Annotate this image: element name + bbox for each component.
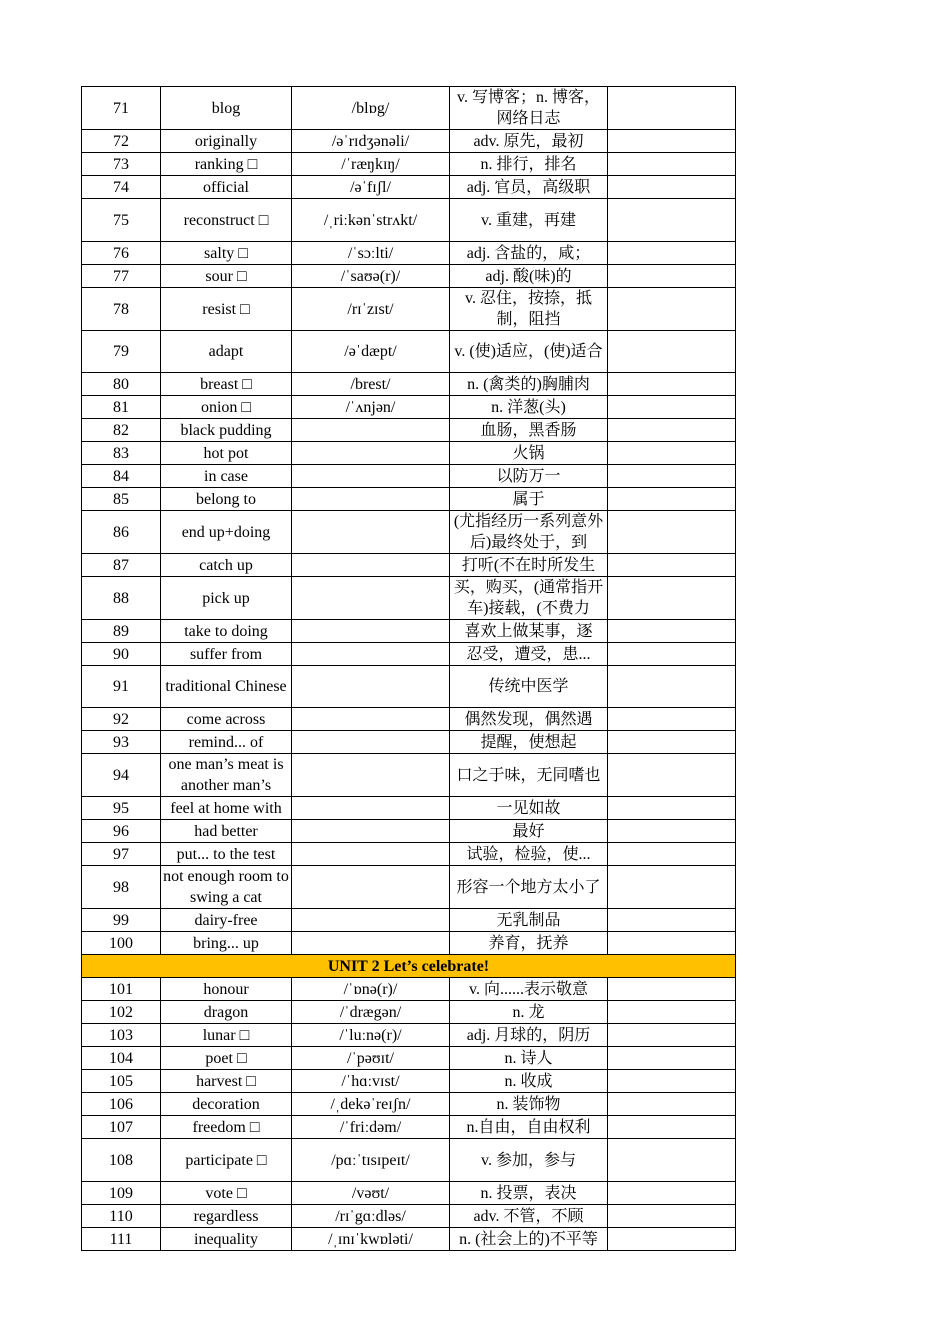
entry-notes <box>608 1047 736 1070</box>
entry-notes <box>608 153 736 176</box>
entry-phonetic <box>292 932 450 955</box>
vocab-row <box>82 1001 736 1024</box>
vocab-row <box>82 1093 736 1116</box>
entry-number: 73 <box>82 153 161 176</box>
entry-word: in case <box>161 465 292 488</box>
entry-meaning: v. 忍住，按捺，抵制，阻挡 <box>450 288 608 331</box>
entry-phonetic: /ˈʌnjən/ <box>292 396 450 419</box>
entry-phonetic <box>292 820 450 843</box>
entry-number: 83 <box>82 442 161 465</box>
entry-number: 85 <box>82 488 161 511</box>
entry-notes <box>608 620 736 643</box>
entry-word: one man’s meat is another man’s <box>161 754 292 797</box>
vocab-row <box>82 909 736 932</box>
entry-word: adapt <box>161 331 292 373</box>
entry-phonetic: /ˈhɑːvɪst/ <box>292 1070 450 1093</box>
entry-meaning: v. 向......表示敬意 <box>450 978 608 1001</box>
entry-phonetic: /rɪˈzɪst/ <box>292 288 450 331</box>
entry-word: onion □ <box>161 396 292 419</box>
entry-word: put... to the test <box>161 843 292 866</box>
vocab-row <box>82 488 736 511</box>
entry-word: bring... up <box>161 932 292 955</box>
entry-meaning: n. 龙 <box>450 1001 608 1024</box>
entry-meaning: 火锅 <box>450 442 608 465</box>
vocab-row <box>82 265 736 288</box>
entry-number: 92 <box>82 708 161 731</box>
entry-notes <box>608 396 736 419</box>
entry-word: dairy-free <box>161 909 292 932</box>
entry-meaning: 属于 <box>450 488 608 511</box>
entry-number: 101 <box>82 978 161 1001</box>
entry-word: official <box>161 176 292 199</box>
entry-meaning: 最好 <box>450 820 608 843</box>
entry-number: 108 <box>82 1139 161 1182</box>
entry-meaning: 以防万一 <box>450 465 608 488</box>
entry-notes <box>608 577 736 620</box>
entry-phonetic: /ˈræŋkɪŋ/ <box>292 153 450 176</box>
entry-phonetic <box>292 488 450 511</box>
vocab-row <box>82 419 736 442</box>
entry-meaning: 试验，检验，使... <box>450 843 608 866</box>
vocab-row <box>82 797 736 820</box>
entry-phonetic: /ˈsɔːlti/ <box>292 242 450 265</box>
vocab-row <box>82 511 736 554</box>
entry-number: 102 <box>82 1001 161 1024</box>
entry-notes <box>608 288 736 331</box>
entry-notes <box>608 708 736 731</box>
entry-notes <box>608 373 736 396</box>
entry-number: 95 <box>82 797 161 820</box>
entry-number: 96 <box>82 820 161 843</box>
entry-number: 91 <box>82 666 161 708</box>
entry-word: come across <box>161 708 292 731</box>
entry-notes <box>608 932 736 955</box>
entry-phonetic <box>292 731 450 754</box>
entry-meaning: n. 投票，表决 <box>450 1182 608 1205</box>
entry-word: decoration <box>161 1093 292 1116</box>
vocab-row <box>82 130 736 153</box>
entry-phonetic <box>292 843 450 866</box>
entry-word: hot pot <box>161 442 292 465</box>
entry-notes <box>608 176 736 199</box>
entry-notes <box>608 797 736 820</box>
entry-meaning: 提醒，使想起 <box>450 731 608 754</box>
entry-notes <box>608 666 736 708</box>
vocab-row <box>82 153 736 176</box>
vocabulary-table <box>81 86 736 1251</box>
entry-phonetic <box>292 666 450 708</box>
entry-word: sour □ <box>161 265 292 288</box>
entry-phonetic <box>292 909 450 932</box>
entry-notes <box>608 199 736 242</box>
entry-number: 110 <box>82 1205 161 1228</box>
vocab-row <box>82 843 736 866</box>
vocab-row <box>82 666 736 708</box>
entry-notes <box>608 820 736 843</box>
entry-word: catch up <box>161 554 292 577</box>
entry-phonetic: /ˈdrægən/ <box>292 1001 450 1024</box>
entry-number: 88 <box>82 577 161 620</box>
entry-notes <box>608 465 736 488</box>
vocab-row <box>82 754 736 797</box>
entry-number: 104 <box>82 1047 161 1070</box>
entry-word: not enough room to swing a cat <box>161 866 292 909</box>
vocab-row <box>82 1228 736 1251</box>
entry-notes <box>608 754 736 797</box>
entry-number: 87 <box>82 554 161 577</box>
entry-meaning: 传统中医学 <box>450 666 608 708</box>
vocab-row <box>82 866 736 909</box>
entry-phonetic: /ˈfriːdəm/ <box>292 1116 450 1139</box>
entry-phonetic: /ˈluːnə(r)/ <box>292 1024 450 1047</box>
entry-meaning: v. 重建，再建 <box>450 199 608 242</box>
entry-word: had better <box>161 820 292 843</box>
entry-meaning: adj. 含盐的，咸； <box>450 242 608 265</box>
entry-number: 93 <box>82 731 161 754</box>
entry-number: 80 <box>82 373 161 396</box>
entry-notes <box>608 643 736 666</box>
entry-word: ranking □ <box>161 153 292 176</box>
vocab-row <box>82 1205 736 1228</box>
entry-notes <box>608 978 736 1001</box>
entry-meaning: n. 收成 <box>450 1070 608 1093</box>
entry-number: 98 <box>82 866 161 909</box>
unit-heading: UNIT 2 Let’s celebrate! <box>82 955 736 978</box>
entry-meaning: n. (禽类的)胸脯肉 <box>450 373 608 396</box>
entry-meaning: v. 参加，参与 <box>450 1139 608 1182</box>
entry-phonetic: /ˌɪnɪˈkwɒləti/ <box>292 1228 450 1251</box>
entry-word: end up+doing <box>161 511 292 554</box>
entry-meaning: 买，购买，(通常指开车)接载，(不费力 <box>450 577 608 620</box>
entry-number: 75 <box>82 199 161 242</box>
entry-word: dragon <box>161 1001 292 1024</box>
vocab-row <box>82 643 736 666</box>
entry-meaning: n. 洋葱(头) <box>450 396 608 419</box>
vocab-row <box>82 932 736 955</box>
entry-phonetic <box>292 442 450 465</box>
entry-number: 74 <box>82 176 161 199</box>
entry-notes <box>608 1070 736 1093</box>
entry-phonetic: /brest/ <box>292 373 450 396</box>
entry-meaning: adv. 原先，最初 <box>450 130 608 153</box>
entry-notes <box>608 419 736 442</box>
entry-meaning: 无乳制品 <box>450 909 608 932</box>
entry-meaning: 喜欢上做某事，逐 <box>450 620 608 643</box>
entry-phonetic: /vəʊt/ <box>292 1182 450 1205</box>
entry-notes <box>608 265 736 288</box>
entry-word: pick up <box>161 577 292 620</box>
entry-meaning: adv. 不管，不顾 <box>450 1205 608 1228</box>
entry-notes <box>608 866 736 909</box>
entry-word: reconstruct □ <box>161 199 292 242</box>
entry-meaning: 养育，抚养 <box>450 932 608 955</box>
entry-notes <box>608 1093 736 1116</box>
vocab-row <box>82 465 736 488</box>
vocab-row <box>82 1024 736 1047</box>
vocab-row <box>82 577 736 620</box>
entry-notes <box>608 1139 736 1182</box>
vocab-row <box>82 373 736 396</box>
entry-number: 100 <box>82 932 161 955</box>
vocab-row <box>82 396 736 419</box>
unit-heading-row <box>82 955 736 978</box>
entry-word: take to doing <box>161 620 292 643</box>
entry-meaning: 偶然发现，偶然遇 <box>450 708 608 731</box>
vocab-row <box>82 288 736 331</box>
entry-meaning: n.自由，自由权利 <box>450 1116 608 1139</box>
vocab-row <box>82 1182 736 1205</box>
entry-number: 107 <box>82 1116 161 1139</box>
entry-phonetic <box>292 754 450 797</box>
entry-meaning: n. 装饰物 <box>450 1093 608 1116</box>
entry-word: blog <box>161 87 292 130</box>
entry-notes <box>608 87 736 130</box>
entry-meaning: v. 写博客；n. 博客，网络日志 <box>450 87 608 130</box>
entry-notes <box>608 488 736 511</box>
entry-meaning: v. (使)适应，(使)适合 <box>450 331 608 373</box>
entry-word: belong to <box>161 488 292 511</box>
entry-notes <box>608 1116 736 1139</box>
entry-number: 97 <box>82 843 161 866</box>
entry-meaning: adj. 月球的，阴历 <box>450 1024 608 1047</box>
entry-word: inequality <box>161 1228 292 1251</box>
entry-notes <box>608 909 736 932</box>
entry-word: feel at home with <box>161 797 292 820</box>
entry-meaning: adj. 酸(味)的 <box>450 265 608 288</box>
entry-number: 71 <box>82 87 161 130</box>
entry-number: 77 <box>82 265 161 288</box>
vocab-row <box>82 442 736 465</box>
entry-meaning: 血肠，黑香肠 <box>450 419 608 442</box>
entry-phonetic: /ˈɒnə(r)/ <box>292 978 450 1001</box>
entry-notes <box>608 1001 736 1024</box>
entry-word: salty □ <box>161 242 292 265</box>
entry-phonetic: /ˈsaʊə(r)/ <box>292 265 450 288</box>
entry-notes <box>608 331 736 373</box>
entry-number: 111 <box>82 1228 161 1251</box>
entry-number: 109 <box>82 1182 161 1205</box>
entry-phonetic: /rɪˈgɑːdləs/ <box>292 1205 450 1228</box>
entry-number: 99 <box>82 909 161 932</box>
entry-word: breast □ <box>161 373 292 396</box>
entry-notes <box>608 130 736 153</box>
entry-meaning: n. 排行，排名 <box>450 153 608 176</box>
vocab-row <box>82 731 736 754</box>
entry-phonetic <box>292 797 450 820</box>
vocab-row <box>82 620 736 643</box>
entry-notes <box>608 242 736 265</box>
vocab-row <box>82 1116 736 1139</box>
vocab-row <box>82 242 736 265</box>
entry-number: 90 <box>82 643 161 666</box>
vocab-row <box>82 820 736 843</box>
vocab-row <box>82 199 736 242</box>
entry-number: 81 <box>82 396 161 419</box>
vocab-row <box>82 1070 736 1093</box>
entry-meaning: adj. 官员，高级职 <box>450 176 608 199</box>
entry-number: 76 <box>82 242 161 265</box>
entry-word: harvest □ <box>161 1070 292 1093</box>
entry-meaning: 一见如故 <box>450 797 608 820</box>
entry-word: remind... of <box>161 731 292 754</box>
entry-word: honour <box>161 978 292 1001</box>
entry-phonetic <box>292 643 450 666</box>
entry-notes <box>608 1024 736 1047</box>
entry-phonetic: /pɑːˈtɪsɪpeɪt/ <box>292 1139 450 1182</box>
entry-phonetic: /ˈpəʊɪt/ <box>292 1047 450 1070</box>
entry-phonetic <box>292 620 450 643</box>
entry-meaning: n. 诗人 <box>450 1047 608 1070</box>
entry-notes <box>608 442 736 465</box>
vocab-row <box>82 1139 736 1182</box>
entry-phonetic <box>292 419 450 442</box>
entry-word: suffer from <box>161 643 292 666</box>
entry-phonetic: /blɒg/ <box>292 87 450 130</box>
entry-word: resist □ <box>161 288 292 331</box>
entry-meaning: 忍受，遭受，患... <box>450 643 608 666</box>
entry-notes <box>608 843 736 866</box>
entry-phonetic: /əˈdæpt/ <box>292 331 450 373</box>
entry-phonetic <box>292 511 450 554</box>
entry-phonetic: /əˈrɪdʒənəli/ <box>292 130 450 153</box>
entry-meaning: n. (社会上的)不平等 <box>450 1228 608 1251</box>
entry-word: poet □ <box>161 1047 292 1070</box>
entry-phonetic <box>292 554 450 577</box>
entry-phonetic <box>292 577 450 620</box>
entry-phonetic: /ˌdekəˈreɪʃn/ <box>292 1093 450 1116</box>
entry-phonetic <box>292 866 450 909</box>
vocab-row <box>82 978 736 1001</box>
entry-number: 84 <box>82 465 161 488</box>
entry-phonetic <box>292 465 450 488</box>
vocab-row <box>82 708 736 731</box>
entry-number: 105 <box>82 1070 161 1093</box>
entry-number: 86 <box>82 511 161 554</box>
entry-number: 79 <box>82 331 161 373</box>
entry-meaning: 打听(不在时所发生 <box>450 554 608 577</box>
entry-word: black pudding <box>161 419 292 442</box>
entry-word: lunar □ <box>161 1024 292 1047</box>
vocab-row <box>82 87 736 130</box>
entry-number: 94 <box>82 754 161 797</box>
entry-notes <box>608 554 736 577</box>
entry-notes <box>608 731 736 754</box>
entry-phonetic: /əˈfɪʃl/ <box>292 176 450 199</box>
entry-meaning: (尤指经历一系列意外后)最终处于，到 <box>450 511 608 554</box>
entry-number: 82 <box>82 419 161 442</box>
entry-word: traditional Chinese <box>161 666 292 708</box>
entry-number: 78 <box>82 288 161 331</box>
entry-word: regardless <box>161 1205 292 1228</box>
entry-notes <box>608 1205 736 1228</box>
entry-number: 106 <box>82 1093 161 1116</box>
entry-phonetic <box>292 708 450 731</box>
entry-number: 103 <box>82 1024 161 1047</box>
entry-word: freedom □ <box>161 1116 292 1139</box>
vocab-row <box>82 554 736 577</box>
entry-word: vote □ <box>161 1182 292 1205</box>
vocab-row <box>82 1047 736 1070</box>
entry-number: 72 <box>82 130 161 153</box>
entry-notes <box>608 1228 736 1251</box>
entry-number: 89 <box>82 620 161 643</box>
vocab-row <box>82 176 736 199</box>
entry-notes <box>608 511 736 554</box>
entry-word: participate □ <box>161 1139 292 1182</box>
entry-phonetic: /ˌriːkənˈstrʌkt/ <box>292 199 450 242</box>
entry-notes <box>608 1182 736 1205</box>
entry-meaning: 口之于味，无同嗜也 <box>450 754 608 797</box>
vocab-row <box>82 331 736 373</box>
entry-word: originally <box>161 130 292 153</box>
entry-meaning: 形容一个地方太小了 <box>450 866 608 909</box>
